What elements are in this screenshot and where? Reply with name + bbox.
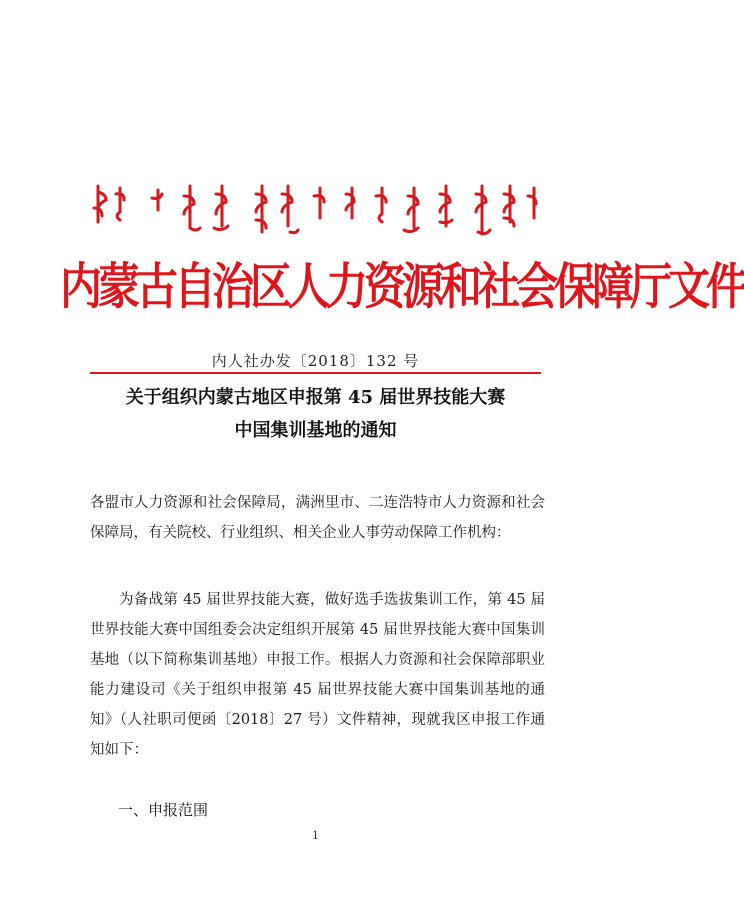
document-title-line1: 关于组织内蒙古地区申报第 45 届世界技能大赛 (125, 387, 506, 408)
issuer-name: 内蒙古自治区人力资源和社会保障厅文件 (60, 257, 744, 316)
section-heading: 一、申报范围 (118, 801, 209, 819)
document-number: 内人社办发〔2018〕132 号 (211, 352, 420, 370)
addressee-paragraph: 各盟市人力资源和社会保障局，满洲里市、二连浩特市人力资源和社会保障局，有关院校、行业组织、相关企业人事劳动保障工作机构： (90, 495, 545, 541)
page-number: 1 (312, 829, 319, 842)
document-title-line2: 中国集训基地的通知 (234, 420, 397, 441)
red-divider (90, 372, 541, 374)
body-paragraph: 为备战第 45 届世界技能大赛，做好选手选拔集训工作，第 45 届世界技能大赛中国组委会决定组织开展第 45 届世界技能大赛中国集训基地（以下简称集训基地）申报工作。根据人力资源和社会保障部职业能力建设司《关于组织申报第 45 届世界技能大赛中国集训基地的通知》（人社职司便函〔2018〕27 号）文件精神，现就我区申报工作通知如下： (90, 592, 545, 758)
mongolian-script-icon (90, 178, 540, 240)
